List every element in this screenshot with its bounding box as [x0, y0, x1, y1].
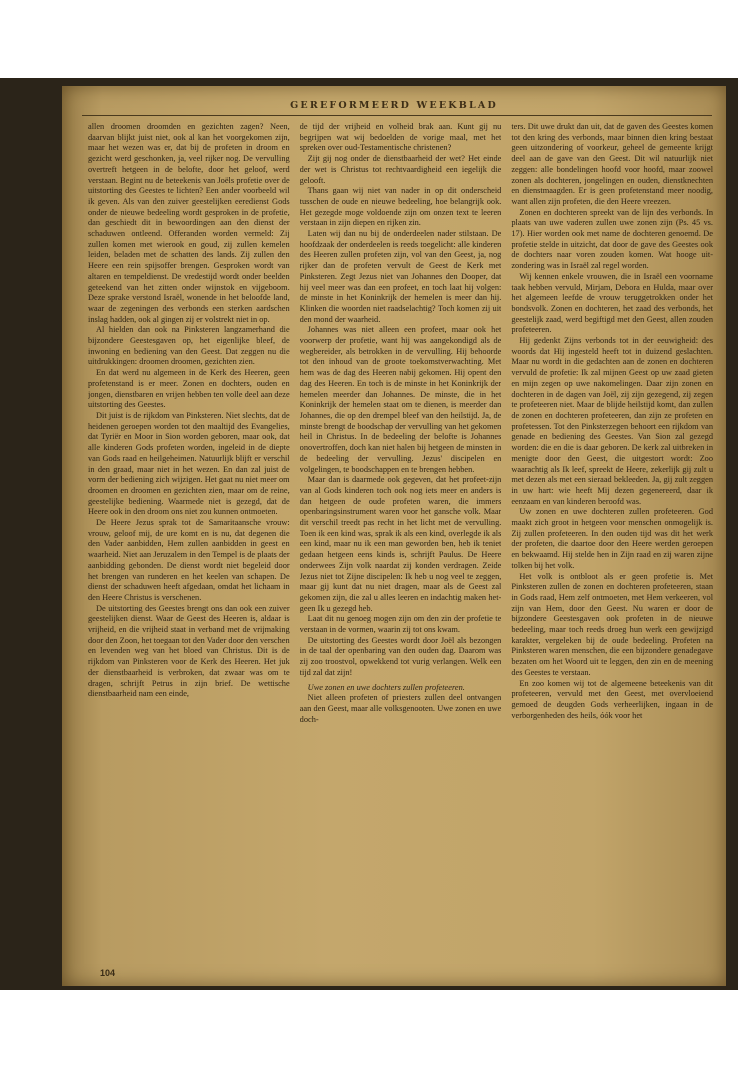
paragraph: de tijd der vrijheid en volheid brak aan. Kunt gij nu begrijpen wat wij bedoelden de vorige maal, met het spreken over oud-Testamentische christenen? [299, 122, 502, 153]
magazine-page [62, 86, 726, 986]
page-number: 104 [100, 968, 116, 978]
paragraph: De Heere Jezus sprak tot de Samaritaansche vrouw: vrouw, geloof mij, de ure komt en is nu, dat degenen die den Vader aanbidden, Hem zullen aanbidden in geest en waarheid. Niet aan Jeruzalem in den Tempel is de plaats der aanbidding gebonden. De dienst wordt niet begeleid door het brengen van runderen en het keelen van schapen. De dienst der schaduwen heeft afgedaan, omdat het lichaam in den Heere Christus is verschenen. [88, 518, 290, 602]
paragraph: Laat dit nu genoeg mogen zijn om den zin der profetie te verstaan in de vormen, waarin zij tot ons kwam. [299, 614, 502, 635]
text-column-2 [300, 122, 502, 962]
paragraph: Al hielden dan ook na Pinksteren langzamerhand die bijzondere Geestesgaven op, het eigenlijke bleef, de inwoning en bediening van den Geest. Dat zeggen nu die uitdrukkingen: droomen droomen, gezichten zien. [88, 325, 290, 367]
paragraph: Hij gedenkt Zijns verbonds tot in der eeuwigheid: des woords dat Hij ingesteld heeft tot in duizend geslachten. Maar nu wordt in die gedachten aan de zonen en dochteren vervuld de profetie: Ik zal mijnen Geest op uw zaad gieten en mijn zegen op uwe nakomelingen. Daar zijn zonen en dochteren in de dagen van Joël, zij zijn gezegend, zij zegen te profeteeren niet. Maar de blijde heilstijd komt, dan zullen de zonen en dochteren profeteeren, dan zijn ze profeten en profetessen. Tot den Pinksterzegen behoort een rijkdom van genade en bediening des Geestes. Van Sion zal gezegd worden: die en die is daar geboren. De kerk zal uitbreken in menigte door den Geest, die uitgestort wordt: Zoo waarachtig als Ik leef, spreekt de Heere, zekerlijk gij zult u met dezen als met een sieraad bekleeden. Ja, gij zult zeggen in uw hart: wie heeft Mij dezen gegenereerd, daar ik eenzaam en van kinderen beroofd was. [511, 336, 714, 506]
paragraph: Zijt gij nog onder de dienstbaarheid der wet? Het einde der wet is Christus tot rechtvaardigheid een iegelijk die gelooft. [299, 154, 502, 185]
paragraph: Laten wij dan nu bij de onderdeelen nader stilstaan. De hoofdzaak der onderdeelen is reeds toegelicht: alle kinderen des Heeren zullen profeten zijn, vol van den Geest, ja, nog rijker dan de profeten vervult de Geest de Kerk met Pinksteren. Zegt Jezus niet van Johannes den Dooper, dat hij veel meer was dan een profeet, en toch laat hij volgen: de minste in het Koninkrijk der hemelen is meer dan hij. Klinken die woorden niet raadselachtig? Toch komen zij uit den mond der waarheid. [299, 229, 502, 324]
paragraph: Uw zonen en uwe dochteren zullen profeteeren. God maakt zich groot in hetgeen voor menschen onmogelijk is. Zij zullen profeteeren. In den ouden tijd was dit het werk der profeten, die daartoe door den Heere werden geroepen en bekwaamd. Hij stelde hen in Zijn raad en zij waren zijne tolken bij het volk. [511, 507, 714, 570]
paragraph: Dit juist is de rijkdom van Pinksteren. Niet slechts, dat de heidenen geroepen worden tot den maaltijd des Evangelies, dat Tyriër en Moor in Sion worden geboren, maar ook, dat alle kinderen Gods profeten worden, ingeleid in de diepte van Gods raad en heilgeheimen. Natuurlijk blijft er verschil in den graad, maar niet in het wezen. En dan zal juist de vorm der bediening zich wijzigen. Het gaat nu niet meer om droomen en droomen en gezichten zien, maar om de reine, geestelijke bediening. Waarmede niet is gezegd, dat de Heere ook in den droom ons niet zou kunnen ontmoeten. [88, 410, 290, 517]
paragraph: Zonen en dochteren spreekt van de lijn des verbonds. In plaats van uwe vaderen zullen uwe zonen zijn (Ps. 45 vs. 17). Hier worden ook met name de dochteren genoemd. De profetie stelde in uitzicht, dat door de gave des Geestes ook de dochters naar voren zouden komen. Wat hooge uitzondering was in Israël zal regel worden. [511, 207, 714, 271]
paragraph: Wij kennen enkele vrouwen, die in Israël een voorname taak hebben vervuld, Mirjam, Debora en Hulda, maar over het algemeen leefde de vrouw teruggetrokken onder het bondsvolk. Zonen en dochteren, het zaad des verbonds, het geestelijk zaad, werd begiftigd met den Geest, allen zouden profeteeren. [511, 271, 714, 335]
paragraph: allen droomen droomden en gezichten zagen? Neen, daarvan blijkt juist niet, ook al kan het voorgekomen zijn, maar het wezen was er, dat bij de profeten in droom en gezicht werd geschonken, ja, veel rijker nog. De vervulling overtreft hetgeen in de belofte, door het geloof, werd verstaan. Begint nu de beteekenis van Joëls profetie over de uitstorting des Geestes te lichten? Een ander voorbeeld wil ik geven. Als van den zuiver geestelijken eeredienst Gods onder de nieuwe bedeeling wordt gesproken in de profetie, dan geschiedt dit in bewoordingen aan den dienst der schaduwen ontleend. Offeranden worden vermeld: Zij zullen komen met wierook en goud, zij zullen kemelen leiden, beladen met de schatten des lands. Zij zullen den Heere een rein spijsoffer brengen. Gesproken wordt van altaren en tempeldienst. De vredestijd wordt onder beelden geteekend van het zitten onder wijnstok en vijgeboom. Deze sprake verstond Israël, wonende in het beloofde land, waar de zegeningen des verbonds een sterken aardschen inslag hadden, ook al gingen zij er volstrekt niet in op. [88, 122, 290, 324]
paragraph: De uitstorting des Geestes brengt ons dan ook een zuiver geestelijken dienst. Waar de Geest des Heeren is, aldaar is vrijheid, en die vrijheid staat in verband met de vrijmaking door den Zoon, het toegaan tot den Vader door den verschen en levenden weg van het bloed van Christus. Dit is de rijkdom van Pinksteren voor de Kerk des Heeren. Het juk der dienstbaarheid is verbroken, dat zwaar was om te dragen, schrijft Petrus in zijn brief. De wettische dienstbaarheid nam een einde, [88, 603, 290, 699]
paragraph: Het volk is ontbloot als er geen profetie is. Met Pinksteren zullen de zonen en dochteren profeteeren, staan in Gods raad, Hem zelf ontmoeten, met Hem verkeeren, vol zijn van Hem, door den Geest. Nu waren er door de bijzondere Geestesgaven ook profeten in de nieuwe bedeeling, maar toch reeds droeg hun werk een gewijzigd karakter, vergeleken bij de oude bedeeling. Profeten na Pinksteren waren menschen, die een bijzondere genadegave bezaten om het Woord uit te leggen, den zin en de meening des Geestes te verstaan. [511, 571, 714, 677]
page-header: GEREFORMEERD WEEKBLAD [290, 100, 498, 111]
text-column-3 [511, 122, 713, 962]
paragraph: De uitstorting des Geestes wordt door Joël als bezongen in de taal der openbaring van den ouden dag. Daarom was zij zoo troostvol, opwekkend tot vurig verlangen. Welk een tijd zal dat zijn! [299, 635, 502, 677]
paragraph: Maar dan is daarmede ook gegeven, dat het profeet-zijn van al Gods kinderen toch ook nog iets meer en anders is dan hetgeen de oude profeten waren, die immers openbaringsinstrument waren voor het gansche volk. Maar dit verschil treedt pas recht in het licht met de vervulling. Toen ik een kind was, sprak ik als een kind, overlegde ik als een kind, maar nu ik een man geworden ben, heb ik teniet gedaan hetgeen eens kinds is, schrijft Paulus. De Heere onderwees Zijn volk naardat zij konden verdragen. Zeide Jezus niet tot Zijne discipelen: Ik heb u nog veel te zeggen, maar gij kunt dat nu niet dragen, maar als de Geest zal gekomen zijn, die zal u alles leeren en indachtig maken hetgeen Ik u gezegd heb. [299, 475, 502, 613]
paragraph: Johannes was niet alleen een profeet, maar ook het voorwerp der profetie, want hij was aangekondigd als de wegbereider, als betrokken in de vervulling. Hij behoorde tot den inhoud van de groote toekomstverwachting. Met hem was de dag des Heeren nabij gekomen. Hij opent den dag des Heeren. En toch is de minste in het Koninkrijk der hemelen meerder dan Johannes. De minste, die in het Koninkrijk der hemelen staat om te dienen, is meerder dan Johannes, die op den drempel bleef van den heilstijd. Ja, de minste brengt de boodschap der vervulling van het gekomen heil in Christus. In de bedeeling der belofte is Johannes onovertroffen, doch kan niet halen bij hetgeen de minsten in de bedeeling der vervulling. Jezus' discipelen en volgelingen, te boodschappen en te brengen hebben. [299, 325, 502, 474]
text-column-1 [88, 122, 290, 962]
section-heading: Uwe zonen en uwe dochters zullen profeteeren. [307, 682, 465, 692]
paragraph: ters. Dit uwe drukt dan uit, dat de gaven des Geestes komen tot den kring des verbonds, maar binnen dien kring bestaat geen uitzondering of voorkeur, geheel de gemeente krijgt deel aan de gave van den Geest. Dit wil natuurlijk niet zeggen: alle bondelingen hoofd voor hoofd, maar zoowel zonen als dochteren, jongelingen en ouden, dienstknechten en dienstmaagden. Er is geen profetenstand meer noodig, want allen zijn profeten, die den Heere vreezen. [511, 122, 714, 206]
paragraph: Thans gaan wij niet van nader in op dit onderscheid tusschen de oude en nieuwe bedeeling, hoe belangrijk ook. Het gezegde moge voldoende zijn om onzen text te leeren verstaan in zijn diepen en rijken zin. [299, 186, 502, 228]
paragraph: En zoo komen wij tot de algemeene beteekenis van dit profeteeren, vervuld met den Geest, met overvloeiend gemoed de deugden Gods verheerlijken, ingaan in de verborgenheden des heils, óók voor het [511, 678, 714, 720]
header-rule [82, 115, 712, 116]
text-columns [88, 122, 713, 962]
paragraph: Niet alleen profeten of priesters zullen deel ontvangen aan den Geest, maar alle volksgenooten. Uwe zonen en uwe doch- [299, 693, 502, 724]
paragraph: En dat werd nu algemeen in de Kerk des Heeren, geen profetenstand is er meer. Zonen en dochters, ouden en jongen, dienstbaren en vrijen hebben ten volle deel aan deze uitstorting des Geestes. [88, 368, 290, 410]
